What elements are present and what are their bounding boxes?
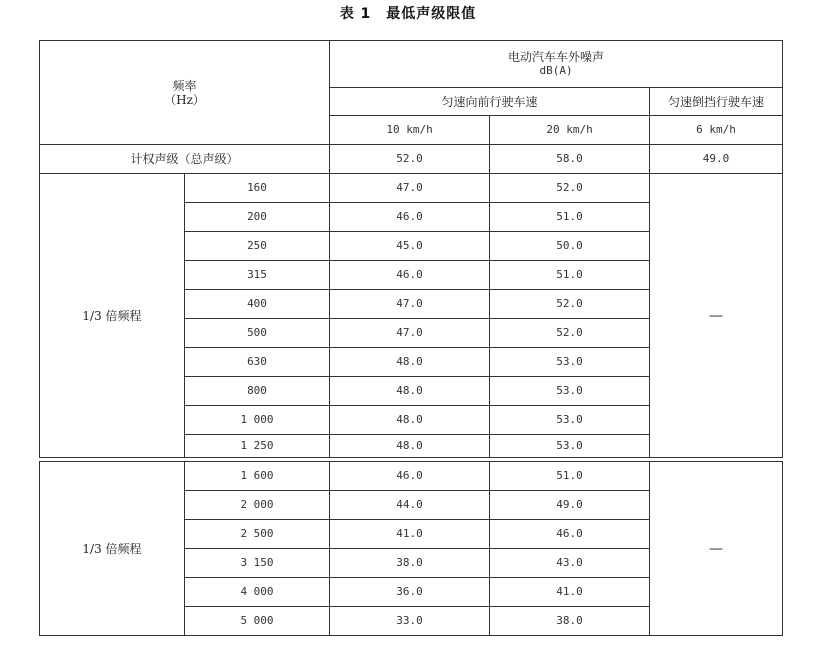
frequency-cell: 1 250 (185, 435, 330, 458)
value-20-cell: 51.0 (490, 203, 650, 232)
value-20-cell: 41.0 (490, 578, 650, 607)
value-10-cell: 48.0 (330, 435, 490, 458)
group-unit: dB(A) (539, 64, 573, 77)
value-20-cell: 52.0 (490, 319, 650, 348)
frequency-cell: 800 (185, 377, 330, 406)
value-20-cell: 43.0 (490, 549, 650, 578)
noise-limit-table-part-1 (39, 40, 783, 458)
frequency-cell: 4 000 (185, 578, 330, 607)
frequency-cell: 3 150 (185, 549, 330, 578)
value-10-cell: 48.0 (330, 348, 490, 377)
frequency-cell: 200 (185, 203, 330, 232)
reverse-not-applicable: — (650, 462, 783, 636)
frequency-label: 频率 (172, 78, 197, 93)
value-20-cell: 46.0 (490, 520, 650, 549)
table-row (40, 174, 783, 203)
value-20-cell: 49.0 (490, 491, 650, 520)
value-20-cell: 51.0 (490, 462, 650, 491)
table-row (40, 462, 783, 491)
value-20-cell: 53.0 (490, 406, 650, 435)
value-20-cell: 52.0 (490, 174, 650, 203)
frequency-cell: 500 (185, 319, 330, 348)
frequency-cell: 1 600 (185, 462, 330, 491)
speed-6-header: 6 km/h (650, 116, 783, 145)
value-10-cell: 44.0 (330, 491, 490, 520)
frequency-cell: 2 000 (185, 491, 330, 520)
forward-speed-header: 匀速向前行驶车速 (330, 88, 650, 116)
value-20-cell: 53.0 (490, 435, 650, 458)
overall-value-20: 58.0 (490, 145, 650, 174)
value-10-cell: 47.0 (330, 290, 490, 319)
frequency-cell: 160 (185, 174, 330, 203)
frequency-cell: 5 000 (185, 607, 330, 636)
value-10-cell: 38.0 (330, 549, 490, 578)
noise-limit-table-part-2 (39, 461, 783, 636)
value-20-cell: 52.0 (490, 290, 650, 319)
value-10-cell: 41.0 (330, 520, 490, 549)
value-20-cell: 50.0 (490, 232, 650, 261)
frequency-unit: （Hz） (164, 92, 205, 107)
overall-value-10: 52.0 (330, 145, 490, 174)
value-20-cell: 51.0 (490, 261, 650, 290)
group-title: 电动汽车车外噪声 (508, 50, 605, 64)
frequency-header (40, 41, 330, 145)
header-row-1 (40, 41, 783, 88)
value-10-cell: 36.0 (330, 578, 490, 607)
frequency-cell: 630 (185, 348, 330, 377)
table-title: 表 1 最低声级限值 (339, 6, 477, 22)
band-label: 1/3 倍频程 (40, 174, 185, 458)
value-10-cell: 46.0 (330, 261, 490, 290)
overall-row (40, 145, 783, 174)
value-10-cell: 48.0 (330, 406, 490, 435)
overall-label: 计权声级（总声级） (40, 145, 330, 174)
speed-10-header: 10 km/h (330, 116, 490, 145)
value-10-cell: 45.0 (330, 232, 490, 261)
group-header (330, 41, 783, 88)
value-20-cell: 53.0 (490, 348, 650, 377)
reverse-speed-header: 匀速倒挡行驶车速 (650, 88, 783, 116)
frequency-cell: 315 (185, 261, 330, 290)
value-10-cell: 47.0 (330, 174, 490, 203)
speed-20-header: 20 km/h (490, 116, 650, 145)
value-10-cell: 33.0 (330, 607, 490, 636)
reverse-not-applicable: — (650, 174, 783, 458)
value-20-cell: 53.0 (490, 377, 650, 406)
frequency-cell: 250 (185, 232, 330, 261)
value-10-cell: 46.0 (330, 462, 490, 491)
overall-value-6: 49.0 (650, 145, 783, 174)
frequency-cell: 2 500 (185, 520, 330, 549)
value-10-cell: 46.0 (330, 203, 490, 232)
band-label: 1/3 倍频程 (40, 462, 185, 636)
frequency-cell: 1 000 (185, 406, 330, 435)
value-10-cell: 47.0 (330, 319, 490, 348)
value-20-cell: 38.0 (490, 607, 650, 636)
frequency-cell: 400 (185, 290, 330, 319)
value-10-cell: 48.0 (330, 377, 490, 406)
